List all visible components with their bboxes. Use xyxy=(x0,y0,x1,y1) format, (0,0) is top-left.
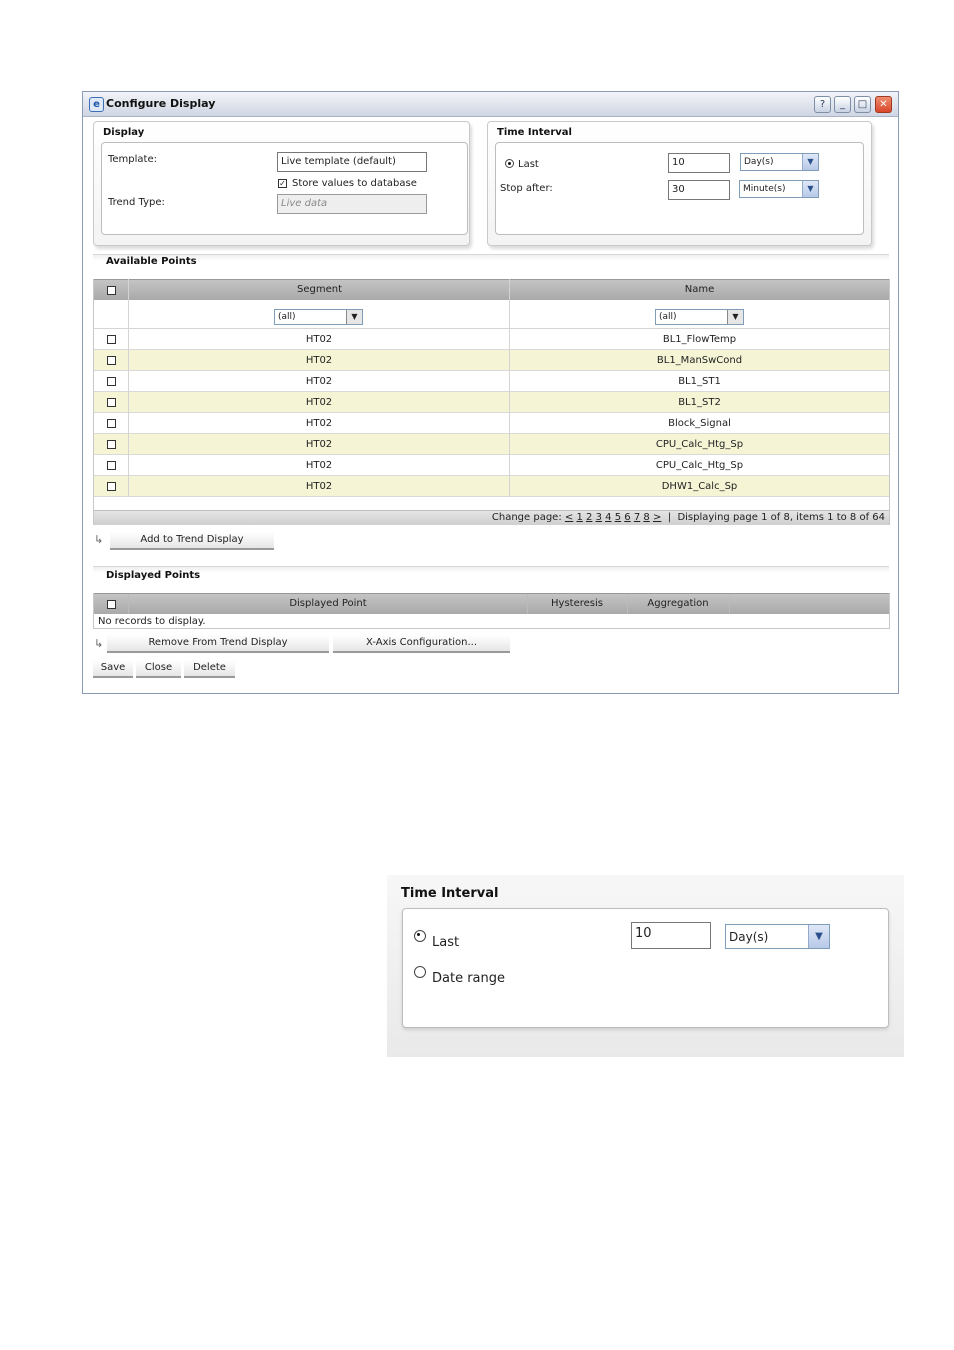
row-checkbox[interactable] xyxy=(107,335,116,344)
select-all-checkbox[interactable] xyxy=(107,286,116,295)
time-interval-inner-box xyxy=(495,142,864,235)
remove-from-trend-display-button[interactable]: Remove From Trend Display xyxy=(107,635,329,653)
grid-header xyxy=(94,279,889,300)
zoom-date-range-label: Date range xyxy=(432,971,506,986)
segment-cell: HT02 xyxy=(305,334,333,345)
trend-type-field: Live data xyxy=(277,194,427,214)
row-checkbox[interactable] xyxy=(107,377,116,386)
segment-cell: HT02 xyxy=(305,439,333,450)
close-window-button[interactable]: ✕ xyxy=(875,96,892,113)
pager-page-link[interactable]: 8 xyxy=(643,512,650,523)
pager-page-link[interactable]: 6 xyxy=(624,512,631,523)
name-cell: BL1_ManSwCond xyxy=(656,355,743,366)
name-cell: Block_Signal xyxy=(668,418,731,429)
pager-page-link[interactable]: 4 xyxy=(605,512,612,523)
segment-cell: HT02 xyxy=(305,355,333,366)
displayed-points-divider xyxy=(93,566,889,573)
displayed-grid-header xyxy=(94,593,889,614)
pager-page-link[interactable]: 5 xyxy=(614,512,622,523)
close-button[interactable]: Close xyxy=(136,660,181,678)
column-divider xyxy=(627,594,628,614)
segment-cell: HT02 xyxy=(305,460,333,471)
last-value-input[interactable]: 10 xyxy=(668,153,730,173)
chevron-down-icon: ▼ xyxy=(802,181,818,197)
column-divider xyxy=(729,594,730,614)
table-row[interactable] xyxy=(94,392,889,413)
template-label: Template: xyxy=(108,154,157,165)
name-header[interactable]: Name xyxy=(684,284,715,295)
column-divider xyxy=(509,279,510,497)
filter-row xyxy=(94,300,889,329)
last-label: Last xyxy=(518,159,539,170)
display-inner-box xyxy=(101,142,468,235)
pager-page-link[interactable]: 7 xyxy=(633,512,641,523)
pager-next-link[interactable]: > xyxy=(652,512,662,523)
pager-page-link[interactable]: 1 xyxy=(576,512,583,523)
row-checkbox[interactable] xyxy=(107,440,116,449)
available-points-divider xyxy=(93,254,889,261)
stop-after-input[interactable]: 30 xyxy=(668,180,730,200)
column-divider xyxy=(128,594,129,614)
segment-filter-value: (all) xyxy=(278,312,296,322)
table-row[interactable] xyxy=(94,413,889,434)
corner-arrow-icon: ↳ xyxy=(94,533,104,546)
hysteresis-header[interactable]: Hysteresis xyxy=(551,598,603,609)
stop-after-unit-select[interactable] xyxy=(739,180,819,198)
segment-cell: HT02 xyxy=(305,376,333,387)
window-title: Configure Display xyxy=(106,97,216,110)
available-points-title: Available Points xyxy=(106,256,197,267)
store-values-label: Store values to database xyxy=(292,178,417,189)
segment-cell: HT02 xyxy=(305,481,333,492)
last-unit-select[interactable] xyxy=(740,153,819,171)
add-to-trend-display-button[interactable]: Add to Trend Display xyxy=(110,532,274,550)
time-interval-group xyxy=(487,121,872,246)
display-group-title: Display xyxy=(103,127,145,138)
title-bar[interactable] xyxy=(83,92,898,117)
pager-separator: | xyxy=(667,512,672,523)
corner-arrow-icon: ↳ xyxy=(94,637,104,650)
table-row[interactable] xyxy=(94,476,889,497)
last-unit-value: Day(s) xyxy=(744,157,774,167)
displayed-points-title: Displayed Points xyxy=(106,570,201,581)
chevron-down-icon: ▼ xyxy=(727,310,743,324)
pager-page-link[interactable]: 2 xyxy=(586,512,593,523)
segment-header[interactable]: Segment xyxy=(297,284,342,295)
zoom-last-label: Last xyxy=(432,935,460,950)
row-checkbox[interactable] xyxy=(107,398,116,407)
row-checkbox[interactable] xyxy=(107,482,116,491)
zoom-inner-box xyxy=(402,908,889,1028)
delete-button[interactable]: Delete xyxy=(184,660,235,678)
column-divider xyxy=(128,279,129,497)
store-values-checkbox[interactable]: ✓ xyxy=(279,179,286,188)
zoom-date-range-radio[interactable] xyxy=(414,966,426,978)
time-interval-title: Time Interval xyxy=(497,127,572,138)
table-row[interactable] xyxy=(94,434,889,455)
chevron-down-icon: ▼ xyxy=(802,154,818,170)
trend-type-label: Trend Type: xyxy=(108,197,165,208)
table-row[interactable] xyxy=(94,455,889,476)
pager-pages xyxy=(576,512,653,523)
zoom-last-radio[interactable] xyxy=(414,930,426,942)
name-filter-value: (all) xyxy=(659,312,677,322)
row-checkbox[interactable] xyxy=(107,356,116,365)
pager-bar xyxy=(94,510,889,525)
time-interval-zoom-panel xyxy=(387,875,904,1057)
row-checkbox[interactable] xyxy=(107,419,116,428)
displayed-points-grid xyxy=(93,593,890,629)
displayed-point-header[interactable]: Displayed Point xyxy=(289,598,367,609)
stop-after-label: Stop after: xyxy=(500,183,553,194)
available-points-grid xyxy=(93,279,890,525)
table-row[interactable] xyxy=(94,329,889,350)
display-group xyxy=(93,121,470,246)
name-cell: DHW1_Calc_Sp xyxy=(661,481,738,492)
name-cell: CPU_Calc_Htg_Sp xyxy=(655,460,744,471)
template-field[interactable]: Live template (default) xyxy=(277,152,427,172)
pager-page-link[interactable]: 3 xyxy=(595,512,602,523)
help-button[interactable]: ? xyxy=(814,96,831,113)
select-all-displayed-checkbox[interactable] xyxy=(107,600,116,609)
chevron-down-icon: ▼ xyxy=(346,310,362,324)
save-button[interactable]: Save xyxy=(93,660,133,678)
name-filter-select[interactable] xyxy=(655,309,744,325)
configure-display-window xyxy=(82,91,899,694)
minimize-button[interactable]: _ xyxy=(834,96,851,113)
x-axis-configuration-button[interactable]: X-Axis Configuration... xyxy=(333,635,510,653)
maximize-button[interactable]: □ xyxy=(854,96,871,113)
zoom-last-value-input[interactable]: 10 xyxy=(631,922,711,949)
pager xyxy=(492,512,885,523)
zoom-last-unit-value: Day(s) xyxy=(729,930,769,944)
pager-label: Change page: xyxy=(491,512,562,523)
aggregation-header[interactable]: Aggregation xyxy=(647,598,709,609)
ie-icon: e xyxy=(89,97,104,112)
zoom-last-unit-select[interactable] xyxy=(725,924,830,949)
pager-info: Displaying page 1 of 8, items 1 to 8 of 64 xyxy=(677,512,885,523)
no-records-text: No records to display. xyxy=(98,616,206,627)
segment-cell: HT02 xyxy=(305,397,333,408)
name-cell: BL1_ST1 xyxy=(678,376,721,387)
segment-cell: HT02 xyxy=(305,418,333,429)
last-radio[interactable] xyxy=(505,159,514,168)
name-cell: BL1_ST2 xyxy=(678,397,721,408)
column-divider xyxy=(527,594,528,614)
name-cell: CPU_Calc_Htg_Sp xyxy=(655,439,744,450)
zoom-time-interval-title: Time Interval xyxy=(401,886,499,901)
table-row[interactable] xyxy=(94,350,889,371)
stop-after-unit-value: Minute(s) xyxy=(743,184,786,194)
name-cell: BL1_FlowTemp xyxy=(662,334,737,345)
row-checkbox[interactable] xyxy=(107,461,116,470)
segment-filter-select[interactable] xyxy=(274,309,363,325)
pager-prev-link[interactable]: < xyxy=(564,512,574,523)
table-row[interactable] xyxy=(94,371,889,392)
chevron-down-icon: ▼ xyxy=(808,925,829,948)
